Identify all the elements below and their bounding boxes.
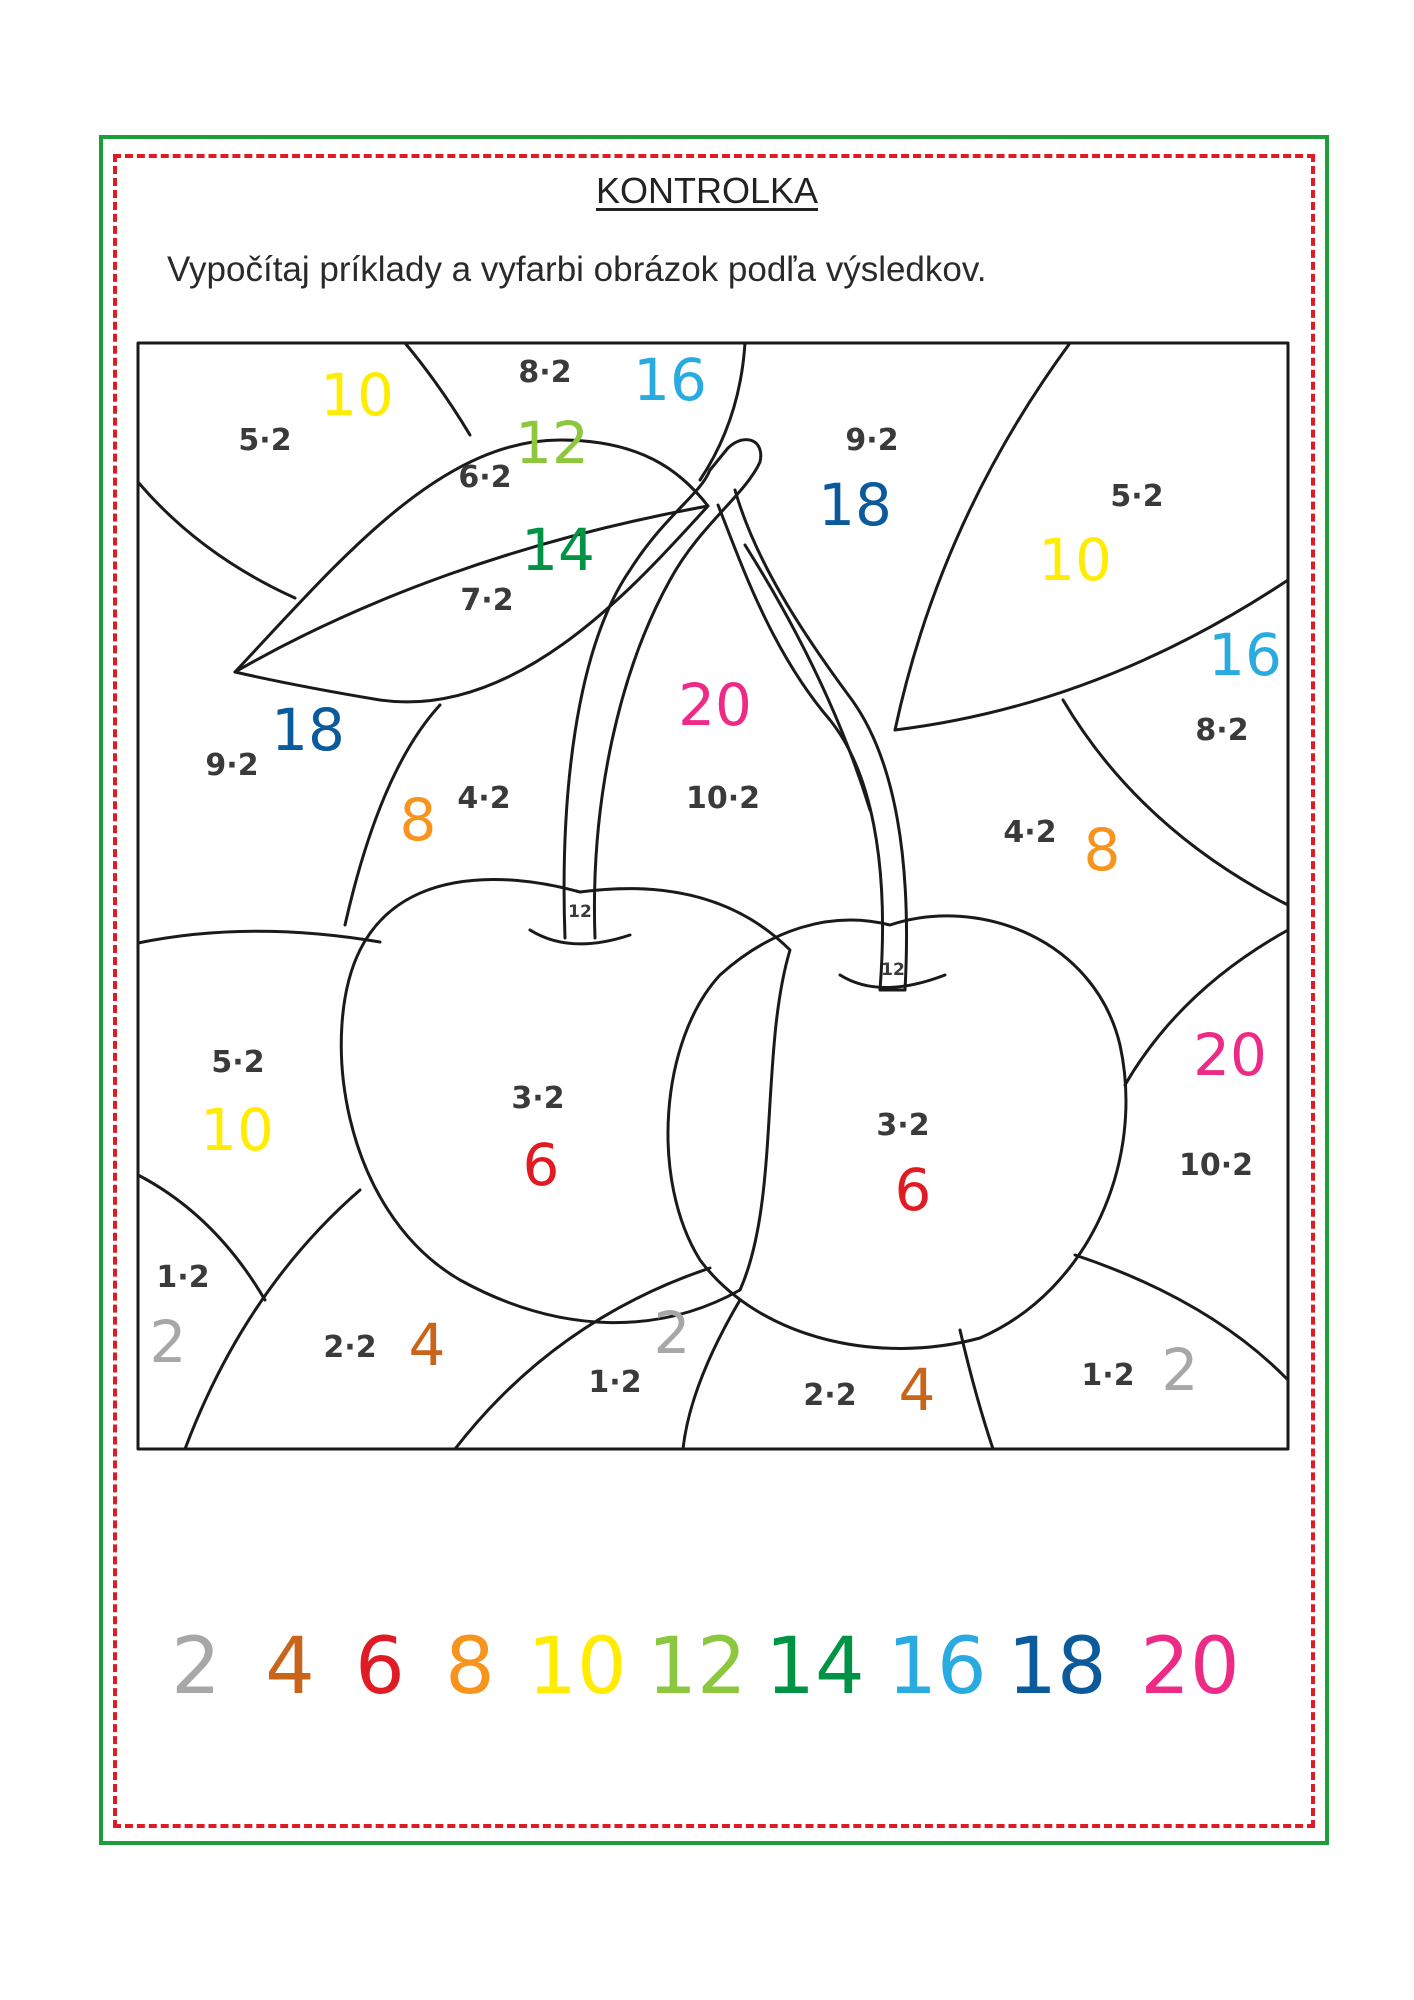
- region-expression: 10·2: [1178, 1148, 1254, 1183]
- region-expression: 4·2: [457, 781, 511, 816]
- region-result: 20: [678, 671, 752, 739]
- region-result: 8: [1083, 816, 1121, 884]
- region-line: [138, 482, 295, 598]
- region-line: [138, 931, 380, 943]
- region-expression: 1·2: [156, 1260, 210, 1295]
- region-expression: 9·2: [205, 748, 259, 783]
- region-line: [683, 1300, 740, 1449]
- region-result: 10: [200, 1096, 274, 1164]
- legend-value: 4: [265, 1622, 315, 1712]
- legend-value: 12: [647, 1622, 747, 1712]
- stem-label: 12: [881, 960, 905, 980]
- region-line: [745, 545, 870, 810]
- region-expression: 7·2: [460, 583, 514, 618]
- region-expression: 5·2: [1110, 479, 1164, 514]
- legend-value: 16: [887, 1622, 987, 1712]
- region-result: 6: [522, 1131, 560, 1199]
- region-result: 18: [271, 696, 345, 764]
- stem-label: 12: [568, 902, 592, 922]
- legend-value: 8: [445, 1622, 495, 1712]
- page-title: KONTROLKA: [595, 170, 819, 211]
- region-expression: 1·2: [588, 1365, 642, 1400]
- region-result: 16: [633, 346, 707, 414]
- region-result: 2: [653, 1299, 691, 1367]
- region-expression: 4·2: [1003, 815, 1057, 850]
- region-result: 10: [320, 361, 394, 429]
- region-result: 2: [149, 1308, 187, 1376]
- region-result: 12: [515, 409, 589, 477]
- region-expression: 3·2: [511, 1081, 565, 1116]
- region-expression: 2·2: [803, 1378, 857, 1413]
- legend-value: 10: [527, 1622, 627, 1712]
- region-expression: 5·2: [211, 1045, 265, 1080]
- region-expression: 1·2: [1081, 1358, 1135, 1393]
- region-expression: 10·2: [685, 781, 761, 816]
- region-result: 16: [1208, 621, 1282, 689]
- legend-value: 18: [1007, 1622, 1107, 1712]
- region-result: 4: [408, 1311, 446, 1379]
- region-result: 2: [1161, 1336, 1199, 1404]
- region-result: 20: [1193, 1021, 1267, 1089]
- cherry-left: [341, 879, 790, 1322]
- region-result: 4: [898, 1356, 936, 1424]
- region-result: 18: [818, 471, 892, 539]
- region-expression: 2·2: [323, 1330, 377, 1365]
- legend-value: 20: [1140, 1622, 1240, 1712]
- region-expression: 9·2: [845, 423, 899, 458]
- region-result: 8: [399, 786, 437, 854]
- stem-dimple: [530, 930, 630, 944]
- region-result: 10: [1038, 526, 1112, 594]
- instruction-text: Vypočítaj príklady a vyfarbi obrázok podľa výsledkov.: [167, 250, 987, 289]
- region-expression: 8·2: [518, 355, 572, 390]
- region-result: 6: [894, 1156, 932, 1224]
- color-legend: [140, 1622, 1270, 1722]
- region-expression: 5·2: [238, 423, 292, 458]
- region-expression: 8·2: [1195, 713, 1249, 748]
- region-expression: 3·2: [876, 1108, 930, 1143]
- region-line: [405, 343, 470, 435]
- region-expression: 6·2: [458, 460, 512, 495]
- region-line: [960, 1330, 993, 1449]
- legend-value: 6: [355, 1622, 405, 1712]
- region-result: 14: [521, 516, 595, 584]
- legend-value: 14: [765, 1622, 865, 1712]
- legend-value: 2: [171, 1622, 221, 1712]
